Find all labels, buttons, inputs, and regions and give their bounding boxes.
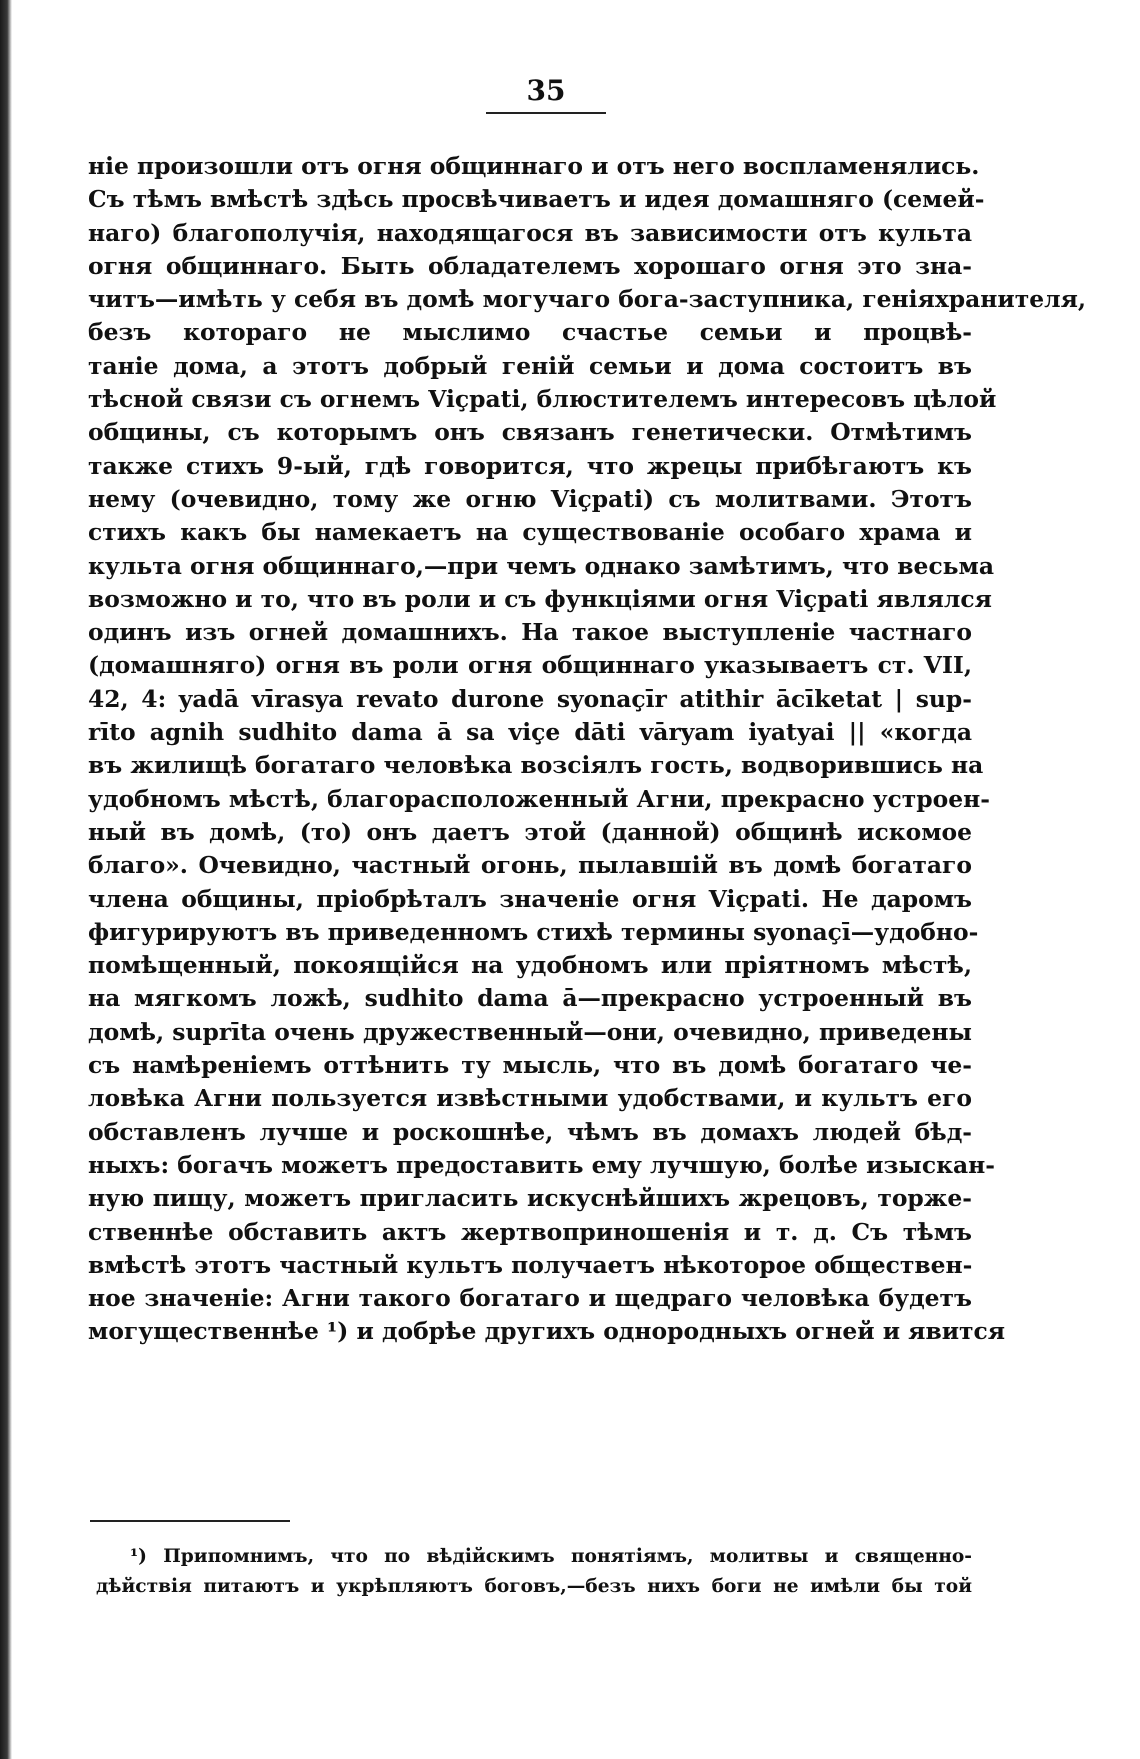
page-number: 35: [526, 74, 566, 107]
body-line: ныхъ: богачъ можетъ предоставить ему лучшую, болѣе изыскан-: [88, 1150, 995, 1179]
body-line: благо». Очевидно, частный огонь, пылавшій въ домѣ богатаго: [88, 851, 972, 880]
body-line: одинъ изъ огней домашнихъ. На такое выступленіе частнаго: [88, 618, 972, 647]
body-line: въ жилищѣ богатаго человѣка возсіялъ гость, водворившись на: [88, 751, 984, 780]
body-line: на мягкомъ ложѣ, sudhito dama ā—прекрасно устроенный въ: [88, 984, 972, 1013]
body-line: 42, 4: yadā vīrasya revato durone syonaçīr atithir ācīketat | sup-: [88, 684, 972, 713]
footnote-line: дѣйствія питаютъ и укрѣпляютъ боговъ,—безъ нихъ боги не имѣли бы той: [96, 1576, 972, 1597]
body-line: наго) благополучія, находящагося въ зависимости отъ культа: [88, 218, 972, 247]
body-line: читъ—имѣть у себя въ домѣ могучаго бога-заступника, геніяхранителя,: [88, 285, 1087, 314]
body-line: фигурируютъ въ приведенномъ стихѣ термины syonaçī—удобно-: [88, 917, 979, 946]
body-line: rīto agnih sudhito dama ā sa viçe dāti vāryam iyatyai || «когда: [88, 718, 972, 747]
page-number-rule: [486, 112, 606, 114]
body-line: съ намѣреніемъ оттѣнить ту мысль, что въ домѣ богатаго че-: [88, 1051, 972, 1080]
body-line: таніе дома, а этотъ добрый геній семьи и дома состоитъ въ: [88, 351, 972, 380]
body-line: ловѣка Агни пользуется извѣстными удобствами, и культъ его: [88, 1084, 972, 1113]
body-line: удобномъ мѣстѣ, благорасположенный Агни, прекрасно устроен-: [88, 784, 990, 813]
body-line: безъ котораго не мыслимо счастье семьи и процвѣ-: [88, 318, 972, 347]
body-line: обставленъ лучше и роскошнѣе, чѣмъ въ домахъ людей бѣд-: [88, 1117, 972, 1146]
body-line: тѣсной связи съ огнемъ Viçpati, блюстителемъ интересовъ цѣлой: [88, 385, 997, 414]
footnote-rule: [90, 1520, 290, 1522]
body-text: [88, 150, 1087, 1349]
body-line: нему (очевидно, тому же огню Viçpati) съ молитвами. Этотъ: [88, 484, 972, 513]
body-line: (домашняго) огня въ роли огня общиннаго указываетъ ст. VII,: [88, 651, 972, 680]
body-line: ный въ домѣ, (то) онъ даетъ этой (данной) общинѣ искомое: [88, 817, 972, 846]
scan-edge-shadow: [0, 0, 12, 1759]
body-line: члена общины, пріобрѣталъ значеніе огня Viçpati. Не даромъ: [88, 884, 972, 913]
body-line: ное значеніе: Агни такого богатаго и щедраго человѣка будетъ: [88, 1284, 972, 1313]
body-line: ную пищу, можетъ пригласить искуснѣйшихъ жрецовъ, торже-: [88, 1184, 972, 1213]
body-line: помѣщенный, покоящійся на удобномъ или пріятномъ мѣстѣ,: [88, 951, 972, 980]
footnote-line: ¹) Припомнимъ, что по вѣдійскимъ понятіямъ, молитвы и священно-: [130, 1546, 972, 1567]
body-line: могущественнѣе ¹) и добрѣе другихъ однородныхъ огней и явится: [88, 1317, 1006, 1346]
body-line: вмѣстѣ этотъ частный культъ получаетъ нѣкоторое обществен-: [88, 1250, 973, 1279]
body-line: огня общиннаго. Быть обладателемъ хорошаго огня это зна-: [88, 251, 972, 280]
body-line: также стихъ 9-ый, гдѣ говорится, что жрецы прибѣгаютъ къ: [88, 451, 972, 480]
footnote: [96, 1542, 972, 1602]
body-line: общины, съ которымъ онъ связанъ генетически. Отмѣтимъ: [88, 418, 972, 447]
body-line: культа огня общиннаго,—при чемъ однако замѣтимъ, что весьма: [88, 551, 995, 580]
body-line: ственнѣе обставить актъ жертвоприношенія и т. д. Съ тѣмъ: [88, 1217, 972, 1246]
body-line: домѣ, suprīta очень дружественный—они, очевидно, приведены: [88, 1017, 972, 1046]
body-line: ніе произошли отъ огня общиннаго и отъ него воспламенялись.: [88, 152, 980, 180]
body-line: возможно и то, что въ роли и съ функціями огня Viçpati являлся: [88, 584, 992, 613]
body-line: стихъ какъ бы намекаетъ на существованіе особаго храма и: [88, 518, 972, 547]
body-line: Съ тѣмъ вмѣстѣ здѣсь просвѣчиваетъ и идея домашняго (семей-: [88, 185, 985, 214]
